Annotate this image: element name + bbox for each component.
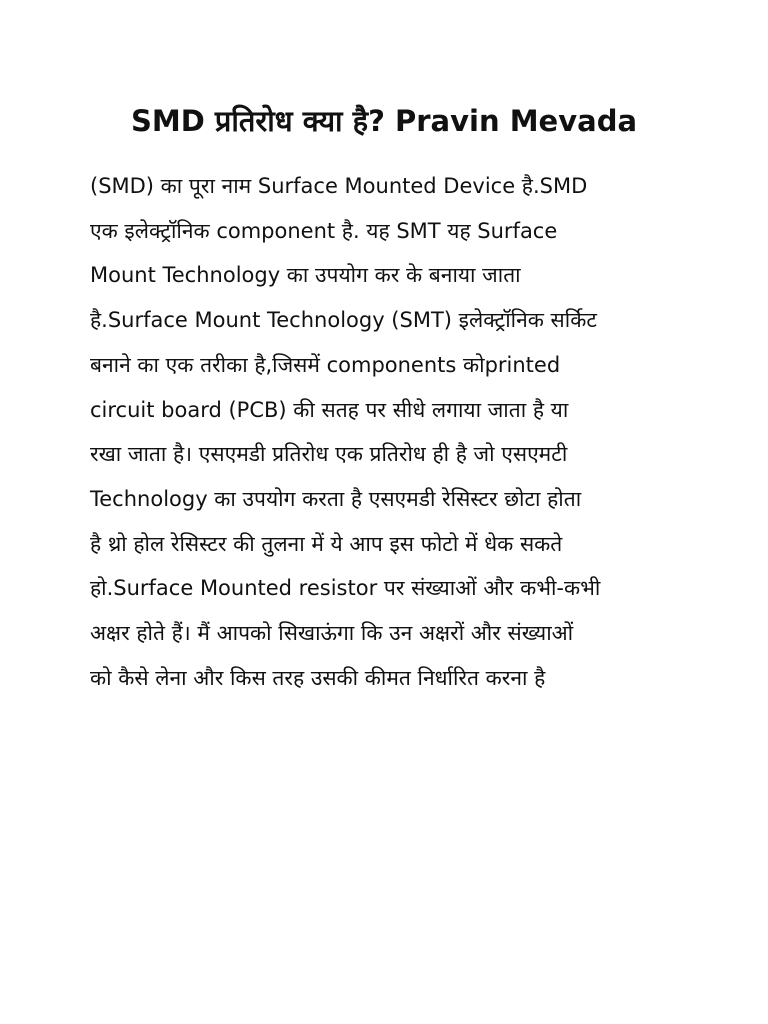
body-line: है थ्रो होल रेसिस्टर की तुलना में ये आप इस फोटो में धेक सकते: [90, 531, 563, 556]
body-line: को कैसे लेना और किस तरह उसकी कीमत निर्धारित करना है: [90, 665, 546, 690]
body-line: हो.Surface Mounted resistor पर संख्याओं और कभी-कभी: [90, 576, 601, 601]
body-line: circuit board (PCB) की सतह पर सीधे लगाया जाता है या: [90, 397, 569, 422]
body-text: [90, 164, 690, 700]
page-title: SMD प्रतिरोध क्या है? Pravin Mevada: [130, 104, 638, 138]
body-line: Mount Technology का उपयोग कर के बनाया जाता: [90, 263, 521, 288]
body-line: Technology का उपयोग करता है एसएमडी रेसिस्टर छोटा होता: [90, 486, 582, 511]
body-line: (SMD) का पूरा नाम Surface Mounted Device है.SMD: [90, 174, 588, 198]
body-line: बनाने का एक तरीका है,जिसमें components कोprinted: [90, 352, 561, 377]
body-line: रखा जाता है। एसएमडी प्रतिरोध एक प्रतिरोध ही है जो एसएमटी: [90, 442, 568, 467]
body-line: है.Surface Mount Technology (SMT) इलेक्ट्रॉनिक सर्किट: [90, 308, 597, 333]
body-line: एक इलेक्ट्रॉनिक component है. यह SMT यह Surface: [90, 218, 558, 243]
body-line: अक्षर होते हैं। मैं आपको सिखाऊंगा कि उन अक्षरों और संख्याओं: [90, 621, 574, 646]
